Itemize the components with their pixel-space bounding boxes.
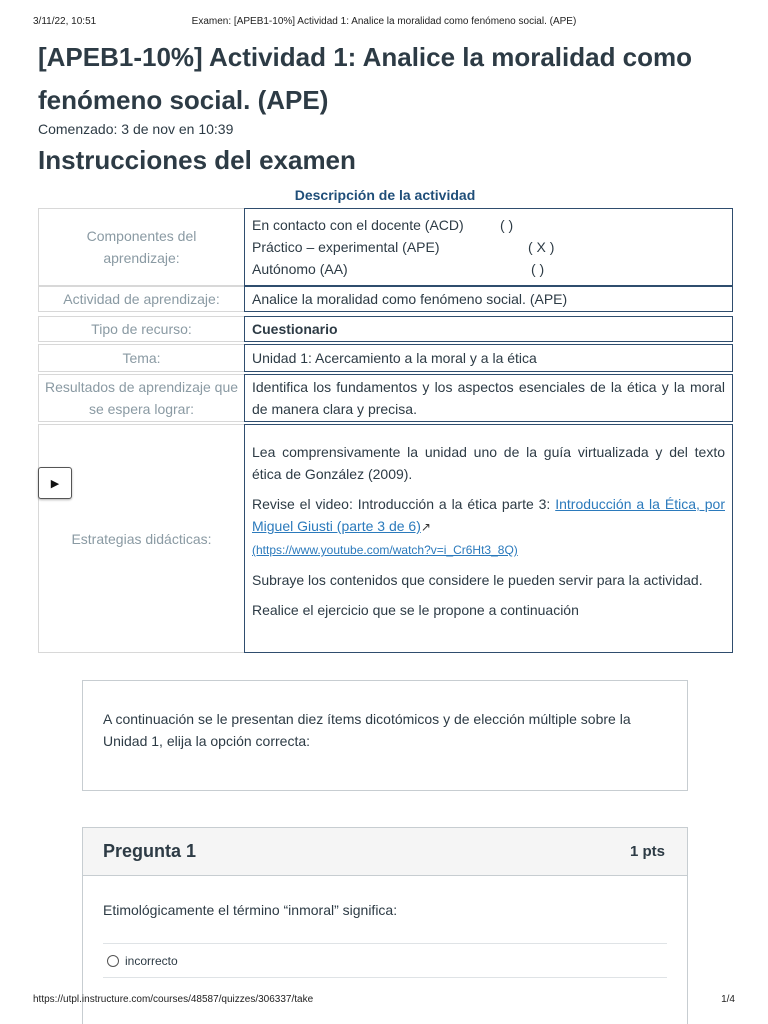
page-title: [APEB1-10%] Actividad 1: Analice la moralidad como fenómeno social. (APE) [38, 42, 693, 115]
component-item-mark: ( ) [531, 261, 545, 277]
component-item-mark: ( ) [500, 217, 514, 233]
external-link-icon: ↗ [420, 520, 431, 534]
video-url-link[interactable]: (https://www.youtube.com/watch?v=i_Cr6Ht3_8Q) [252, 543, 518, 557]
results-value: Identifica los fundamentos y los aspectos esenciales de la ética y la moral de manera clara y precisa. [244, 374, 733, 422]
answer-option[interactable] [107, 954, 178, 968]
video-link[interactable]: Introducción a la Ética, por Miguel Giusti (parte 3 de 6) [252, 496, 725, 534]
activity-label: Actividad de aprendizaje: [38, 286, 244, 312]
radio-button[interactable] [107, 955, 119, 967]
question-points: 1 pts [629, 843, 665, 860]
print-title: Examen: [APEB1-10%] Actividad 1: Analice la moralidad como fenómeno social. (APE) [191, 16, 577, 27]
topic-value: Unidad 1: Acercamiento a la moral y a la ética [244, 344, 733, 372]
components-value [244, 208, 733, 286]
strategies-value [244, 424, 733, 653]
strategy-paragraph: Lea comprensivamente la unidad uno de la guía virtualizada y del texto ética de González (2009). [252, 444, 725, 482]
answer-divider [103, 943, 667, 944]
strategy-paragraph: Subraye los contenidos que considere le pueden servir para la actividad. [252, 572, 703, 588]
strategy-paragraph: Realice el ejercicio que se le propone a continuación [252, 602, 579, 618]
resource-label: Tipo de recurso: [38, 316, 244, 342]
strategies-label: Estrategias didácticas: [38, 424, 244, 653]
quiz-intro [82, 680, 688, 791]
answer-label: incorrecto [125, 954, 178, 968]
print-footer [33, 994, 735, 1006]
components-label: Componentes del aprendizaje: [38, 208, 244, 286]
strategy-video [252, 493, 725, 561]
started-timestamp: Comenzado: 3 de nov en 10:39 [38, 121, 234, 137]
print-url: https://utpl.instructure.com/courses/48587/quizzes/306337/take [33, 994, 314, 1005]
component-item-text: Práctico – experimental (APE) [252, 239, 440, 255]
component-item-text: En contacto con el docente (ACD) [252, 217, 464, 233]
answer-divider [103, 977, 667, 978]
quiz-intro-text: A continuación se le presentan diez ítems dicotómicos y de elección múltiple sobre la Unidad 1, elija la opción correcta: [103, 711, 631, 749]
component-item [252, 258, 725, 280]
question-text: Etimológicamente el término “inmoral” significa: [103, 902, 398, 918]
topic-label: Tema: [38, 344, 244, 372]
print-header [33, 16, 735, 30]
play-button[interactable] [38, 467, 72, 499]
table-caption: Descripción de la actividad [294, 187, 476, 203]
component-item [252, 214, 725, 236]
component-item-mark: ( X ) [528, 239, 555, 255]
section-heading: Instrucciones del examen [38, 145, 356, 175]
resource-value: Cuestionario [244, 316, 733, 342]
component-item-text: Autónomo (AA) [252, 261, 348, 277]
strategy-video-prefix: Revise el video: Introducción a la ética parte 3: [252, 496, 556, 512]
activity-value: Analice la moralidad como fenómeno social. (APE) [244, 286, 733, 312]
play-icon: ▶ [50, 477, 60, 490]
question-title: Pregunta 1 [103, 841, 197, 861]
print-datetime: 3/11/22, 10:51 [33, 16, 97, 27]
component-item [252, 236, 725, 258]
print-page-number: 1/4 [721, 994, 735, 1005]
question-header [83, 828, 687, 876]
results-label: Resultados de aprendizaje que se espera lograr: [38, 374, 244, 422]
